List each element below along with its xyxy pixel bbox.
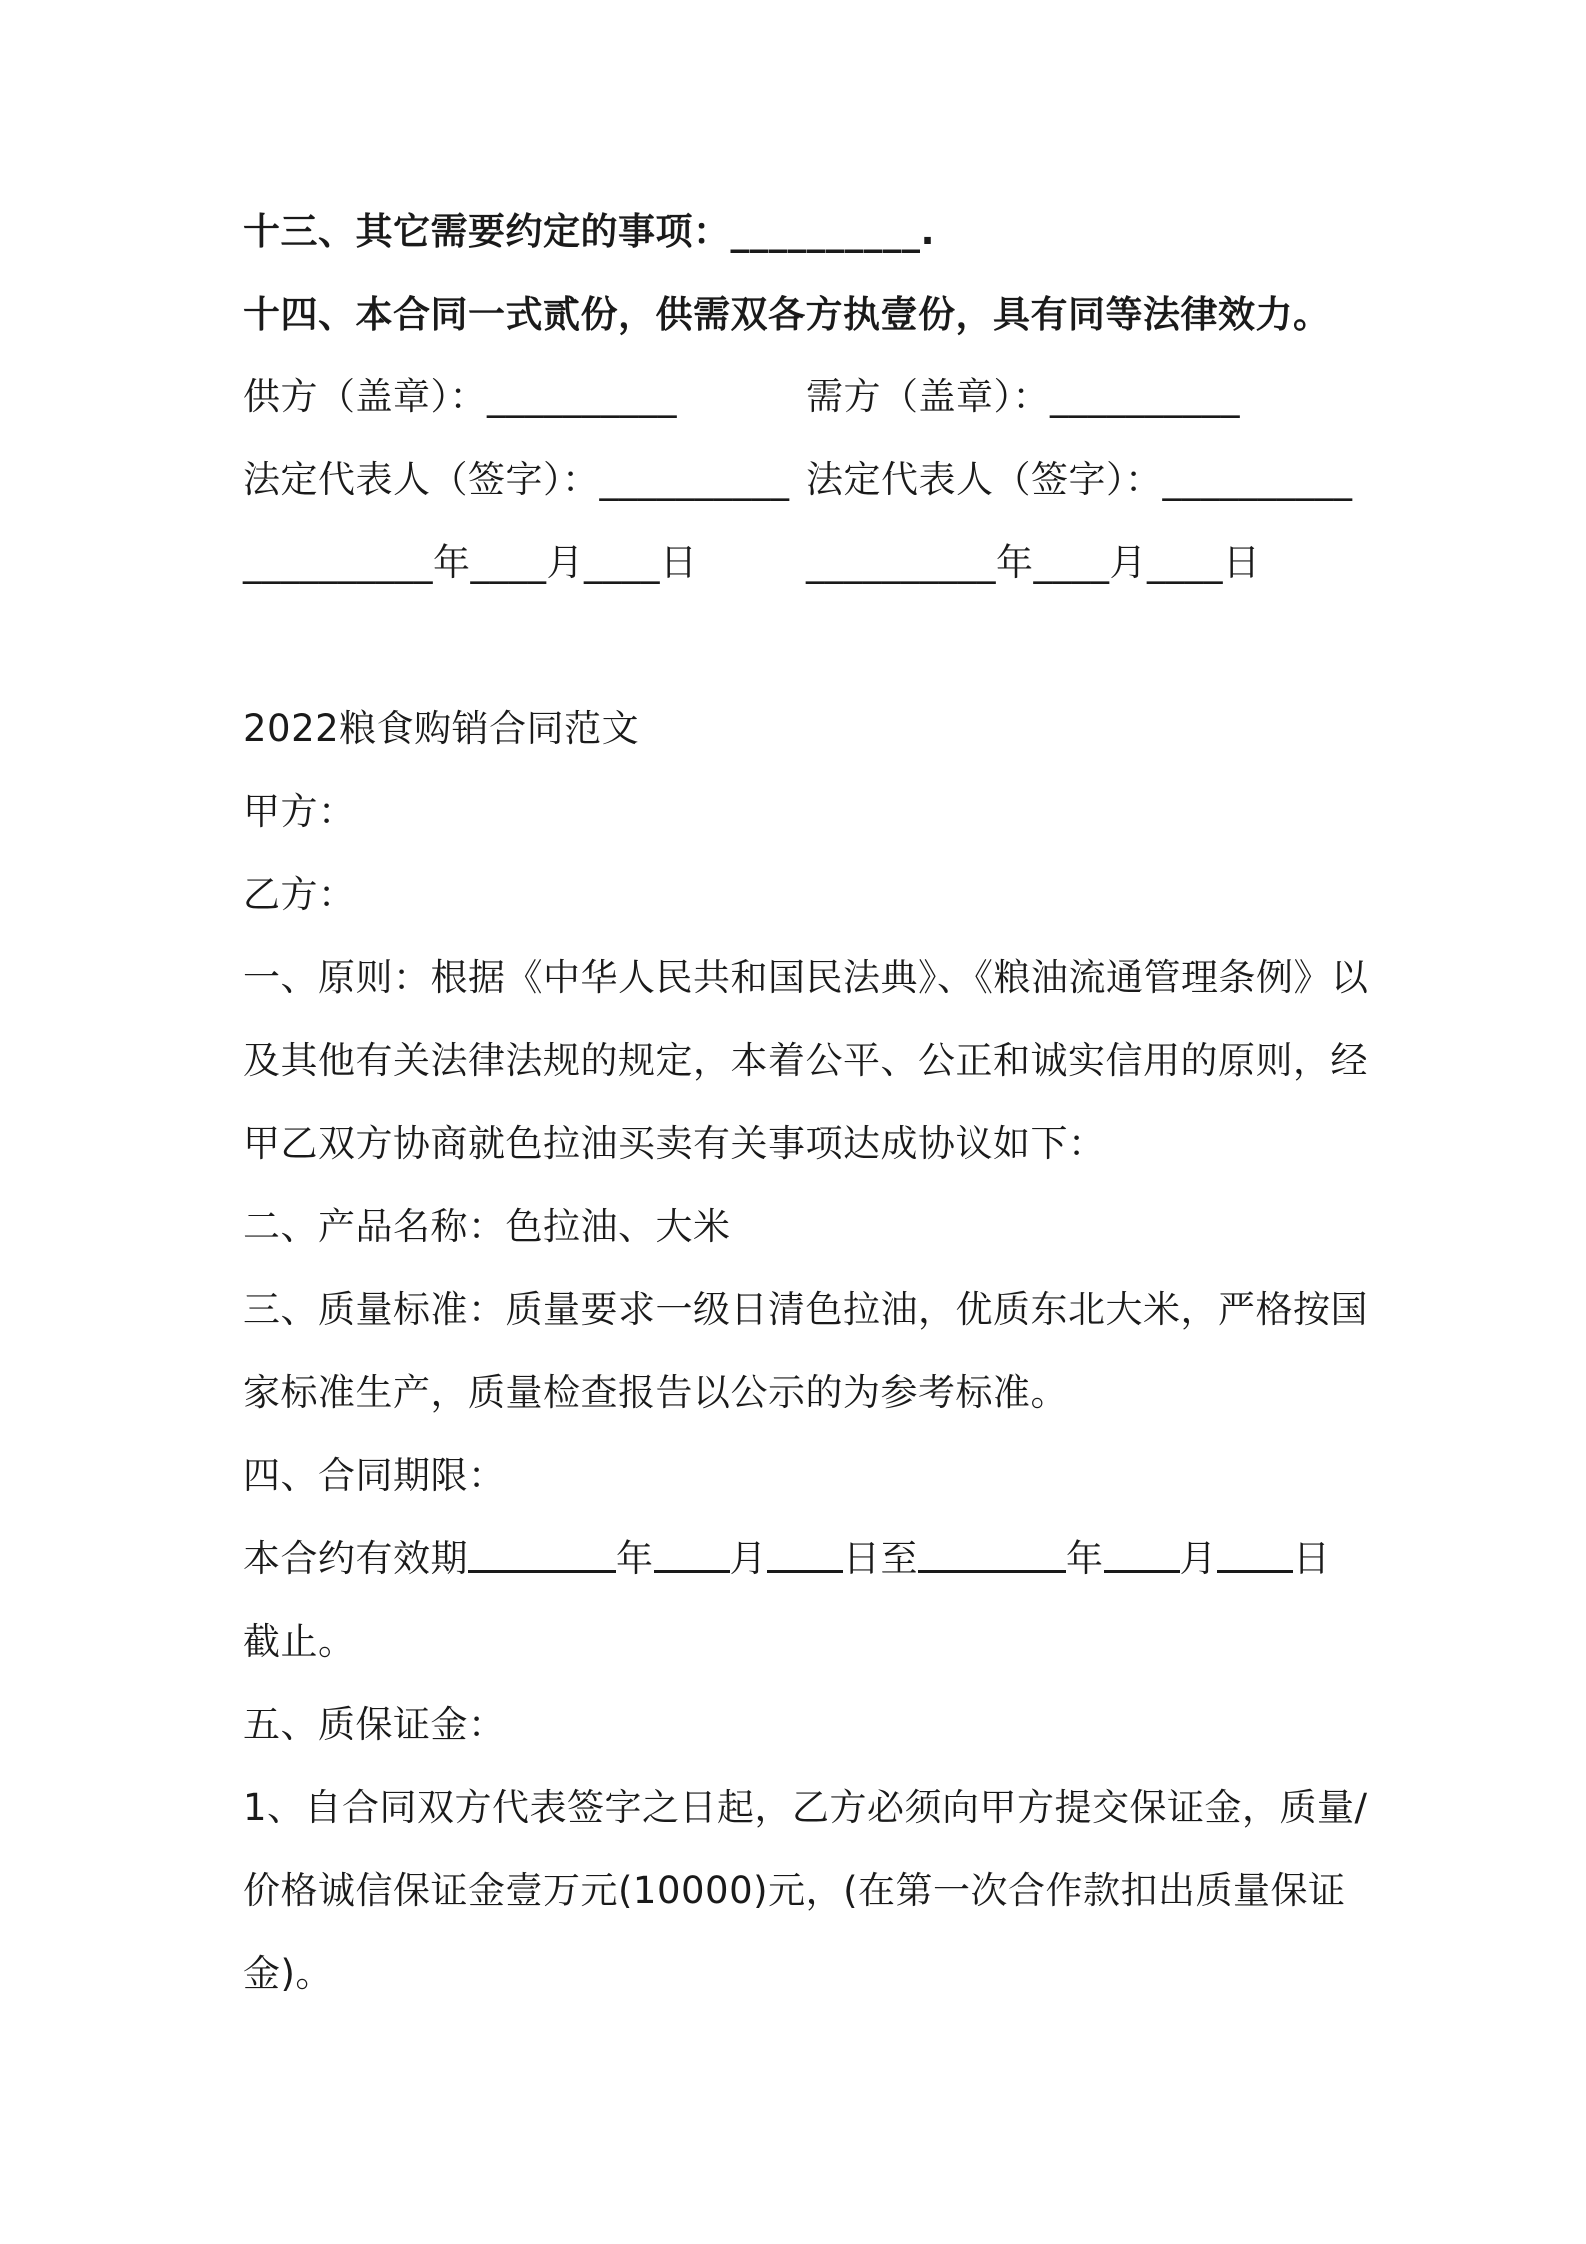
end-year-blank bbox=[918, 1536, 1066, 1573]
document-page bbox=[243, 0, 1369, 2244]
start-month-blank bbox=[654, 1536, 730, 1573]
party-b: 乙方： bbox=[243, 873, 356, 916]
buyer-representative: 法定代表人（签字）：__________ bbox=[806, 458, 1353, 501]
seal-row bbox=[243, 372, 1240, 422]
end-month-label: 月 bbox=[1179, 1537, 1217, 1580]
date-row bbox=[243, 538, 1261, 588]
end-day-label: 日 bbox=[1293, 1537, 1331, 1580]
principle-line-3: 甲乙双方协商就色拉油买卖有关事项达成协议如下： bbox=[243, 1122, 1106, 1165]
supplier-representative: 法定代表人（签字）：__________ bbox=[243, 458, 790, 501]
principle-line-2: 及其他有关法律法规的规定，本着公平、公正和诚实信用的原则，经 bbox=[243, 1039, 1368, 1082]
term-heading: 四、合同期限： bbox=[243, 1454, 506, 1497]
deposit-heading: 五、质保证金： bbox=[243, 1703, 506, 1746]
start-year-blank bbox=[468, 1536, 616, 1573]
supplier-seal: 供方（盖章）：__________ bbox=[243, 375, 677, 418]
start-year-label: 年 bbox=[616, 1537, 654, 1580]
start-day-label: 日至 bbox=[843, 1537, 918, 1580]
product-name: 二、产品名称：色拉油、大米 bbox=[243, 1205, 731, 1248]
representative-row bbox=[243, 455, 1353, 505]
clause-13: 十三、其它需要约定的事项：__________. bbox=[243, 210, 936, 253]
clause-14: 十四、本合同一式贰份，供需双各方执壹份，具有同等法律效力。 bbox=[243, 293, 1331, 336]
term-line bbox=[243, 1534, 1331, 1584]
deposit-line-3: 金)。 bbox=[243, 1952, 333, 1995]
end-month-blank bbox=[1104, 1536, 1180, 1573]
start-day-blank bbox=[767, 1536, 843, 1573]
quality-line-2: 家标准生产，质量检查报告以公示的为参考标准。 bbox=[243, 1371, 1068, 1414]
principle-line-1: 一、原则：根据《中华人民共和国民法典》、《粮油流通管理条例》以 bbox=[243, 956, 1369, 999]
party-a: 甲方： bbox=[243, 790, 356, 833]
deposit-line-2: 价格诚信保证金壹万元(10000)元，(在第一次合作款扣出质量保证 bbox=[243, 1869, 1346, 1912]
term-end: 截止。 bbox=[243, 1620, 356, 1663]
start-month-label: 月 bbox=[729, 1537, 767, 1580]
buyer-seal: 需方（盖章）：__________ bbox=[806, 375, 1240, 418]
buyer-date: __________年____月____日 bbox=[806, 541, 1261, 584]
quality-line-1: 三、质量标准：质量要求一级日清色拉油，优质东北大米，严格按国 bbox=[243, 1288, 1368, 1331]
contract-title: 2022粮食购销合同范文 bbox=[243, 707, 640, 750]
end-year-label: 年 bbox=[1066, 1537, 1104, 1580]
deposit-line-1: 1、自合同双方代表签字之日起，乙方必须向甲方提交保证金，质量/ bbox=[243, 1786, 1368, 1829]
end-day-blank bbox=[1217, 1536, 1293, 1573]
supplier-date: __________年____月____日 bbox=[243, 541, 698, 584]
term-prefix: 本合约有效期 bbox=[243, 1537, 468, 1580]
